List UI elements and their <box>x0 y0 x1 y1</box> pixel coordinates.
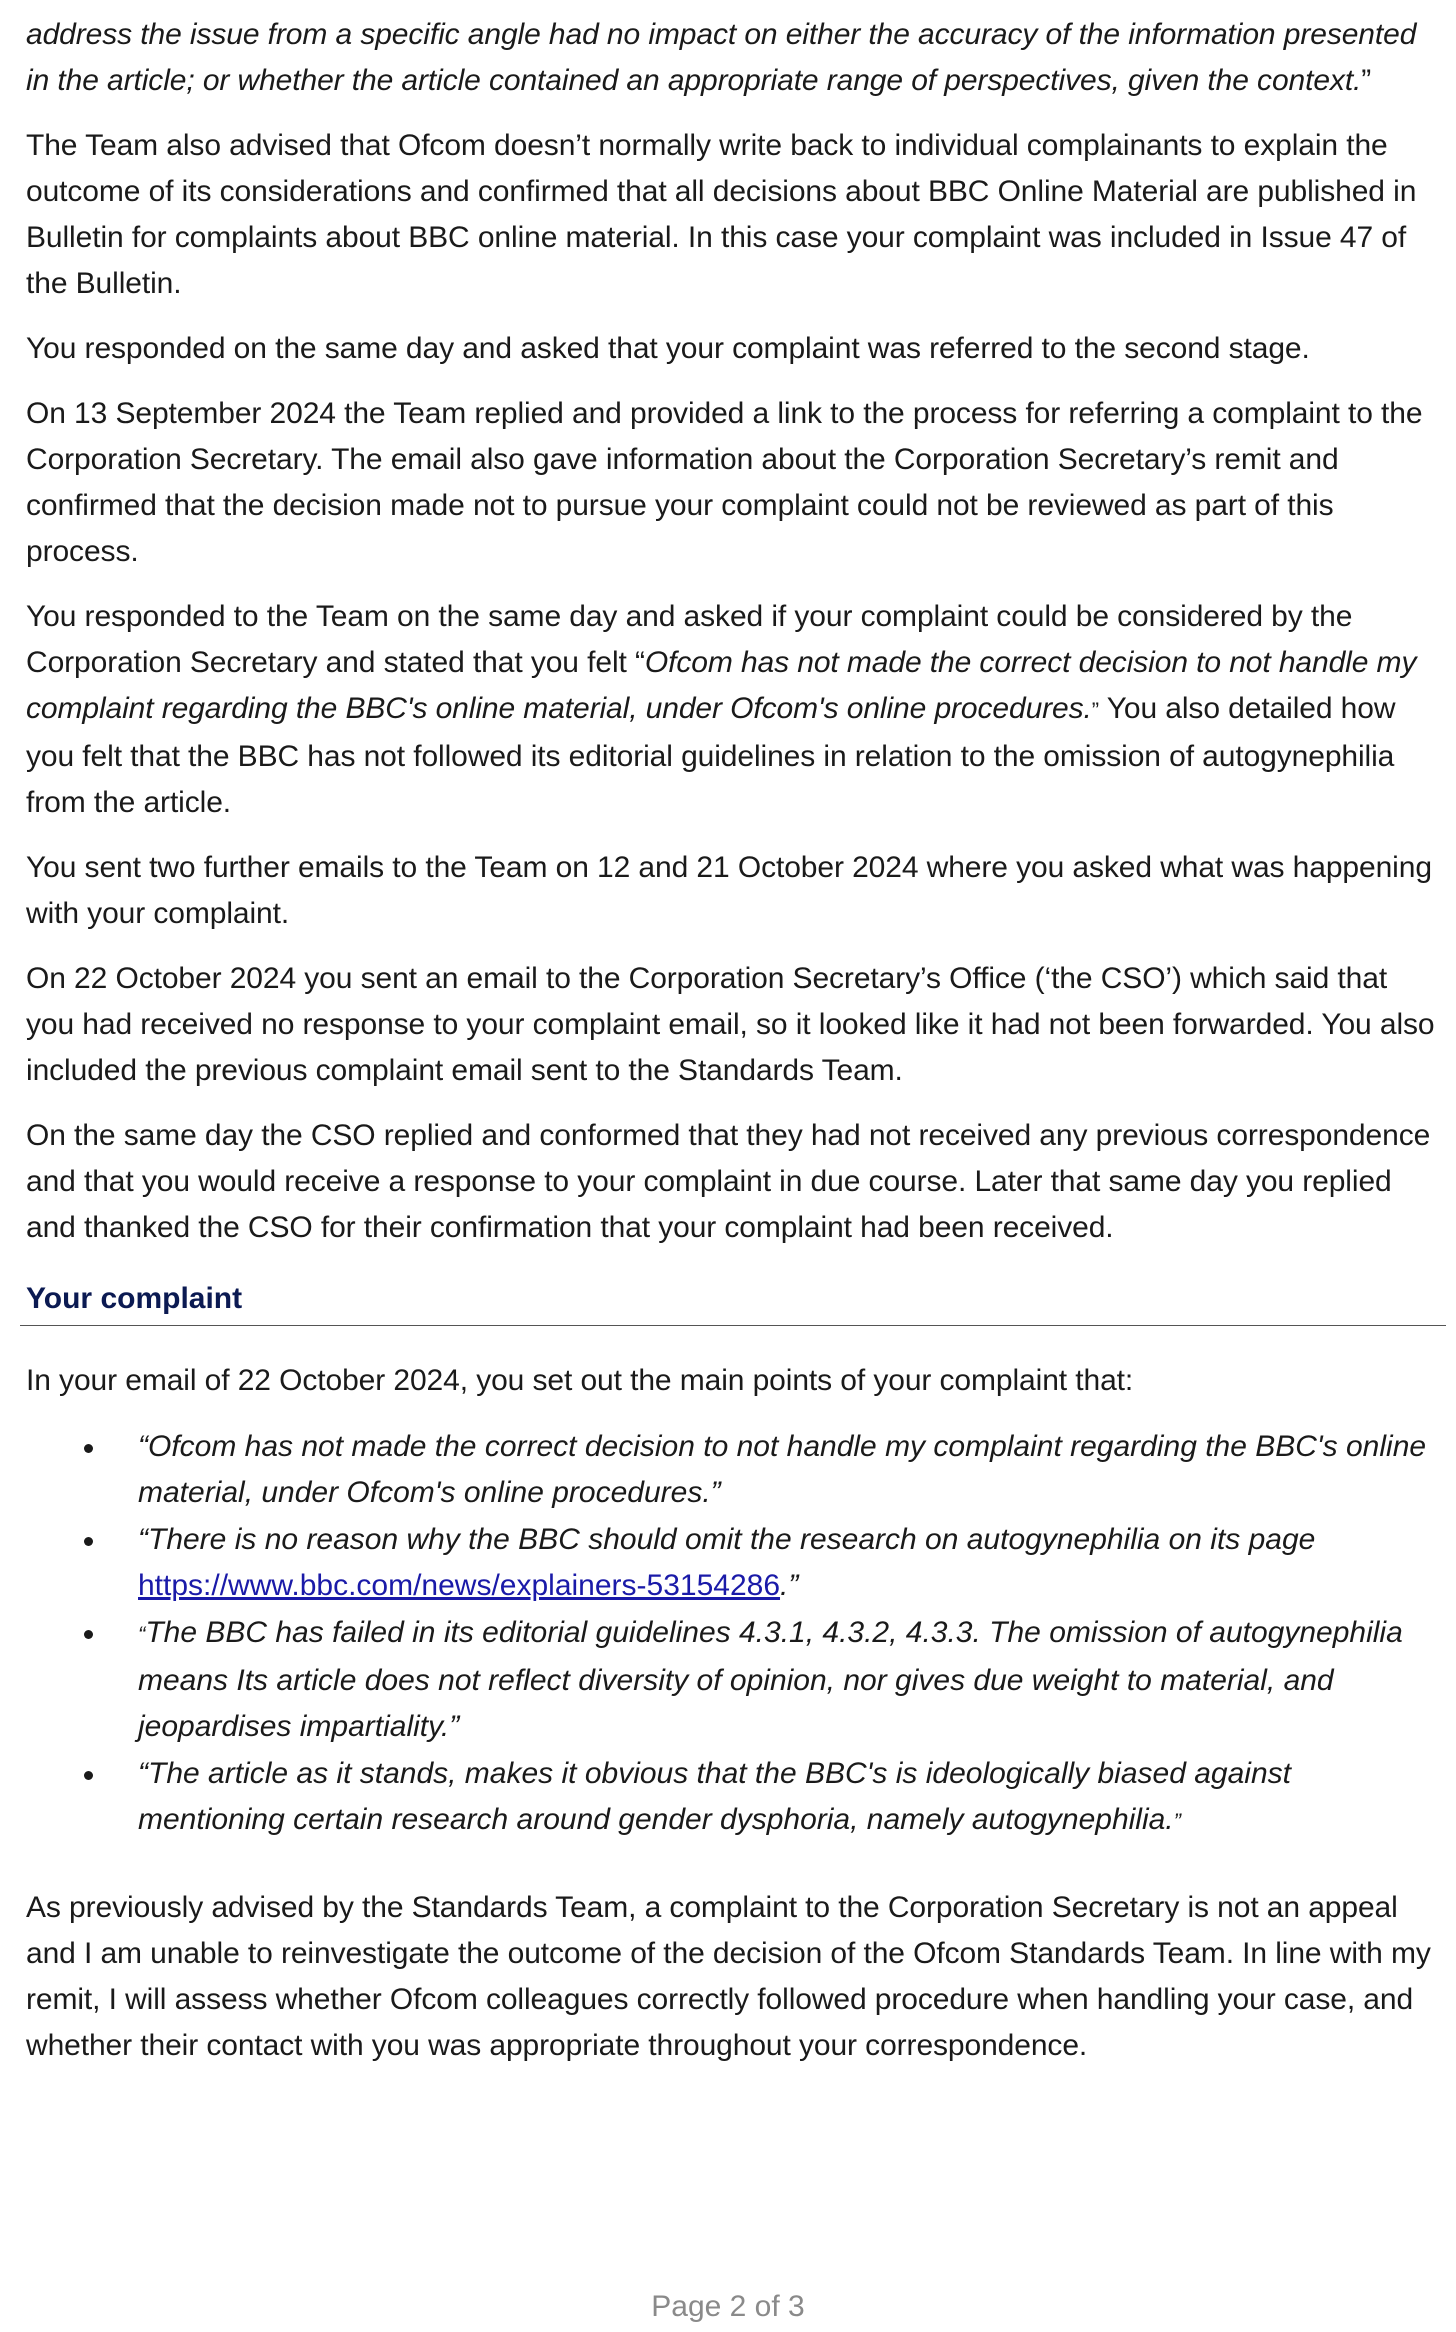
paragraph-email-22-october: In your email of 22 October 2024, you set out the main points of your complaint that: <box>26 1364 1134 1397</box>
paragraph-22-october: On 22 October 2024 you sent an email to the Corporation Secretary’s Office (‘the CSO’) which said that you had received no response to your complaint email, so it looked like it had not been forwarded. You also included the previous complaint email sent to the Standards Team. <box>26 962 1435 1087</box>
page-number: Page 2 of 3 <box>651 2290 805 2323</box>
paragraph-further-emails: You sent two further emails to the Team on 12 and 21 October 2024 where you asked what was happening with your complaint. <box>26 851 1432 930</box>
paragraph-responded-to-team: You responded to the Team on the same day and asked if your complaint could be considered by the Corporation Secretary and stated that you felt “Ofcom has not made the correct decision to not handle my complaint regarding the BBC's online material, under Ofcom's online procedures.” You also detailed how you felt that the BBC has not followed its editorial guidelines in relation to the omission of autogynephilia from the article. <box>26 600 1417 819</box>
bullet-icon <box>84 1444 93 1453</box>
list-item: “The article as it stands, makes it obvious that the BBC's is ideologically biased against mentioning certain research around gender dysphoria, namely autogynephilia.” <box>26 1751 1436 1845</box>
bbc-explainer-link[interactable]: https://www.bbc.com/news/explainers-53154286 <box>138 1569 781 1602</box>
paragraph-13-september: On 13 September 2024 the Team replied and provided a link to the process for referring a complaint to the Corporation Secretary. The email also gave information about the Corporation Secretary’s remit and confirmed that the decision made not to pursue your complaint could not be reviewed as part of this process. <box>26 397 1423 568</box>
paragraph-remit: As previously advised by the Standards Team, a complaint to the Corporation Secretary is not an appeal and I am unable to reinvestigate the outcome of the decision of the Ofcom Standards Team. In line with my remit, I will assess whether Ofcom colleagues correctly followed procedure when handling your case, and whether their contact with you was appropriate throughout your correspondence. <box>26 1891 1431 2062</box>
list-item: “Ofcom has not made the correct decision to not handle my complaint regarding the BBC's online material, under Ofcom's online procedures.” <box>26 1424 1436 1516</box>
list-item: “The BBC has failed in its editorial guidelines 4.3.1, 4.3.2, 4.3.3. The omission of autogynephilia means Its article does not reflect diversity of opinion, nor gives due weight to material, and jeopardises impartiality.” <box>26 1610 1436 1750</box>
list-item: “There is no reason why the BBC should omit the research on autogynephilia on its page https://www.bbc.com/news/explainers-53154286.” <box>26 1517 1436 1609</box>
document-page <box>26 12 1436 2088</box>
bullet-icon <box>84 1630 93 1639</box>
paragraph-responded-same-day: You responded on the same day and asked that your complaint was referred to the second stage. <box>26 332 1310 365</box>
paragraph-team-advised: The Team also advised that Ofcom doesn’t normally write back to individual complainants to explain the outcome of its considerations and confirmed that all decisions about BBC Online Material are published in Bulletin for complaints about BBC online material. In this case your complaint was included in Issue 47 of the Bulletin. <box>26 129 1417 300</box>
paragraph-cso-replied: On the same day the CSO replied and conformed that they had not received any previous correspondence and that you would receive a response to your complaint in due course. Later that same day you replied and thanked the CSO for their confirmation that your complaint had been received. <box>26 1119 1431 1244</box>
bullet-icon <box>84 1537 93 1546</box>
paragraph-quote-end: address the issue from a specific angle had no impact on either the accuracy of the information presented in the article; or whether the article contained an appropriate range of perspectives, given the context.” <box>26 18 1417 97</box>
section-heading-your-complaint: Your complaint <box>20 1277 1446 1326</box>
complaint-points-list <box>26 1424 1436 1845</box>
bullet-icon <box>84 1771 93 1780</box>
